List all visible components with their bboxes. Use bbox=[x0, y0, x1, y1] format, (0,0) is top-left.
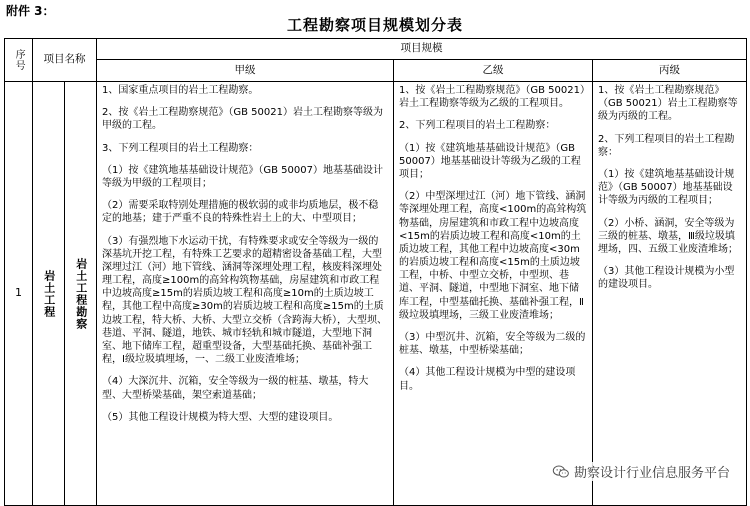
grade-a-item: 2、按《岩土工程勘察规范》（GB 50021）岩土工程勘察等级为甲级的工程。 bbox=[102, 107, 383, 132]
grade-b-item: （2）中型深埋过江（河）地下管线、涵洞等深埋处理工程，高度<100m的高耸构筑物基础，房屋建筑和市政工程中边坡高度<15m的岩质边坡工程和高度<10m的土质边坡工程，其他工程中边坡高度<30m的岩质边坡工程和高度<15m的土质边坡工程，中桥、中型立交桥，中型坝、巷道、平洞、隧道，中型地下洞室、地下储库工程，中型基础托换、基础补强工程，Ⅱ级垃圾填埋场，三级工业废渣堆场； bbox=[399, 191, 587, 321]
header-grade-c: 丙级 bbox=[593, 60, 747, 82]
watermark-text: 勘察设计行业信息服务平台 bbox=[573, 466, 730, 481]
grade-b-item: （3）中型沉井、沉箱，安全等级为二级的桩基、墩基，中型桥梁基础； bbox=[399, 332, 586, 357]
header-seq: 序号 bbox=[5, 39, 33, 82]
grade-b-item: 1、按《岩土工程勘察规范》（GB 50021）岩土工程勘察等级为乙级的工程项目。 bbox=[399, 85, 585, 110]
grade-b-cell bbox=[394, 82, 593, 506]
wechat-icon bbox=[552, 465, 570, 479]
header-scale: 项目规模 bbox=[97, 39, 747, 60]
row-subcategory: 岩土工程勘察 bbox=[65, 82, 97, 506]
page-title: 工程勘察项目规模划分表 bbox=[286, 16, 463, 34]
scale-table bbox=[4, 38, 747, 506]
grade-a-item: （4）大深沉井、沉箱，安全等级为一级的桩基、墩基，特大型、大型桥梁基础，架空索道基础； bbox=[102, 376, 369, 401]
grade-b-item: （1）按《建筑地基基础设计规范》（GB 50007）地基基础设计等级为乙级的工程项目； bbox=[399, 142, 581, 180]
grade-a-item: 1、国家重点项目的岩土工程勘察。 bbox=[102, 85, 259, 96]
header-item-name: 项目名称 bbox=[33, 39, 97, 82]
grade-c-item: （3）其他工程设计规模为小型的建设项目。 bbox=[598, 266, 735, 291]
grade-a-item: （5）其他工程设计规模为特大型、大型的建设项目。 bbox=[102, 411, 339, 423]
grade-a-item: （3）有强烈地下水运动干扰，有特殊要求或安全等级为一级的深基坑开挖工程，有特殊工艺要求的超精密设备基础工程，大型深埋过江（河）地下管线、涵洞等深埋处理工程，核废料深埋处理工程，高度≥100m的高耸构筑物基础，房屋建筑和市政工程中边坡高度≥15m的岩质边坡工程和高度≥10m的土质边坡工程，其他工程中高度≥30m的岩质边坡工程和高度≥15m的土质边坡工程，特大桥、大桥、大型立交桥（含跨海大桥），大型坝、巷道、平洞、隧道，地铁、城市轻轨和城市隧道，大型地下洞室、地下储库工程，超重型设备，大型基础托换、基础补强工程，Ⅰ级垃圾填埋场，一、二级工业废渣堆场； bbox=[102, 235, 387, 366]
grade-c-item: （2）小桥、涵洞，安全等级为三级的桩基、墩基，Ⅲ级垃圾填埋场，四、五级工业废渣堆场； bbox=[598, 217, 738, 255]
grade-c-item: 2、下列工程项目的岩土工程勘察： bbox=[598, 133, 735, 158]
watermark bbox=[550, 462, 732, 481]
grade-b-item: （4）其他工程设计规模为中型的建设项目。 bbox=[399, 367, 576, 392]
grade-c-item: 1、按《岩土工程勘察规范》（GB 50021）岩土工程勘察等级为丙级的工程。 bbox=[598, 85, 738, 123]
attachment-label: 附件 3： bbox=[6, 4, 55, 18]
grade-c-item: （1）按《建筑地基基础设计规范》（GB 50007）地基基础设计等级为丙级的工程项目； bbox=[598, 168, 735, 207]
header-grade-b: 乙级 bbox=[394, 60, 593, 82]
row-seq: 1 bbox=[5, 82, 33, 506]
row-category: 岩土工程 bbox=[33, 82, 65, 506]
grade-c-cell bbox=[593, 82, 747, 506]
grade-a-item: （1）按《建筑地基基础设计规范》（GB 50007）地基基础设计等级为甲级的工程项目； bbox=[102, 164, 383, 189]
grade-a-item: 3、下列工程项目的岩土工程勘察： bbox=[102, 142, 259, 154]
header-grade-a: 甲级 bbox=[97, 60, 394, 82]
grade-a-cell bbox=[97, 82, 394, 506]
grade-b-item: 2、下列工程项目的岩土工程勘察： bbox=[399, 120, 556, 132]
grade-a-item: （2）需要采取特别处理措施的极软弱的或非均质地层，极不稳定的地基；建于严重不良的特殊性岩土上的大、中型项目； bbox=[102, 200, 379, 225]
